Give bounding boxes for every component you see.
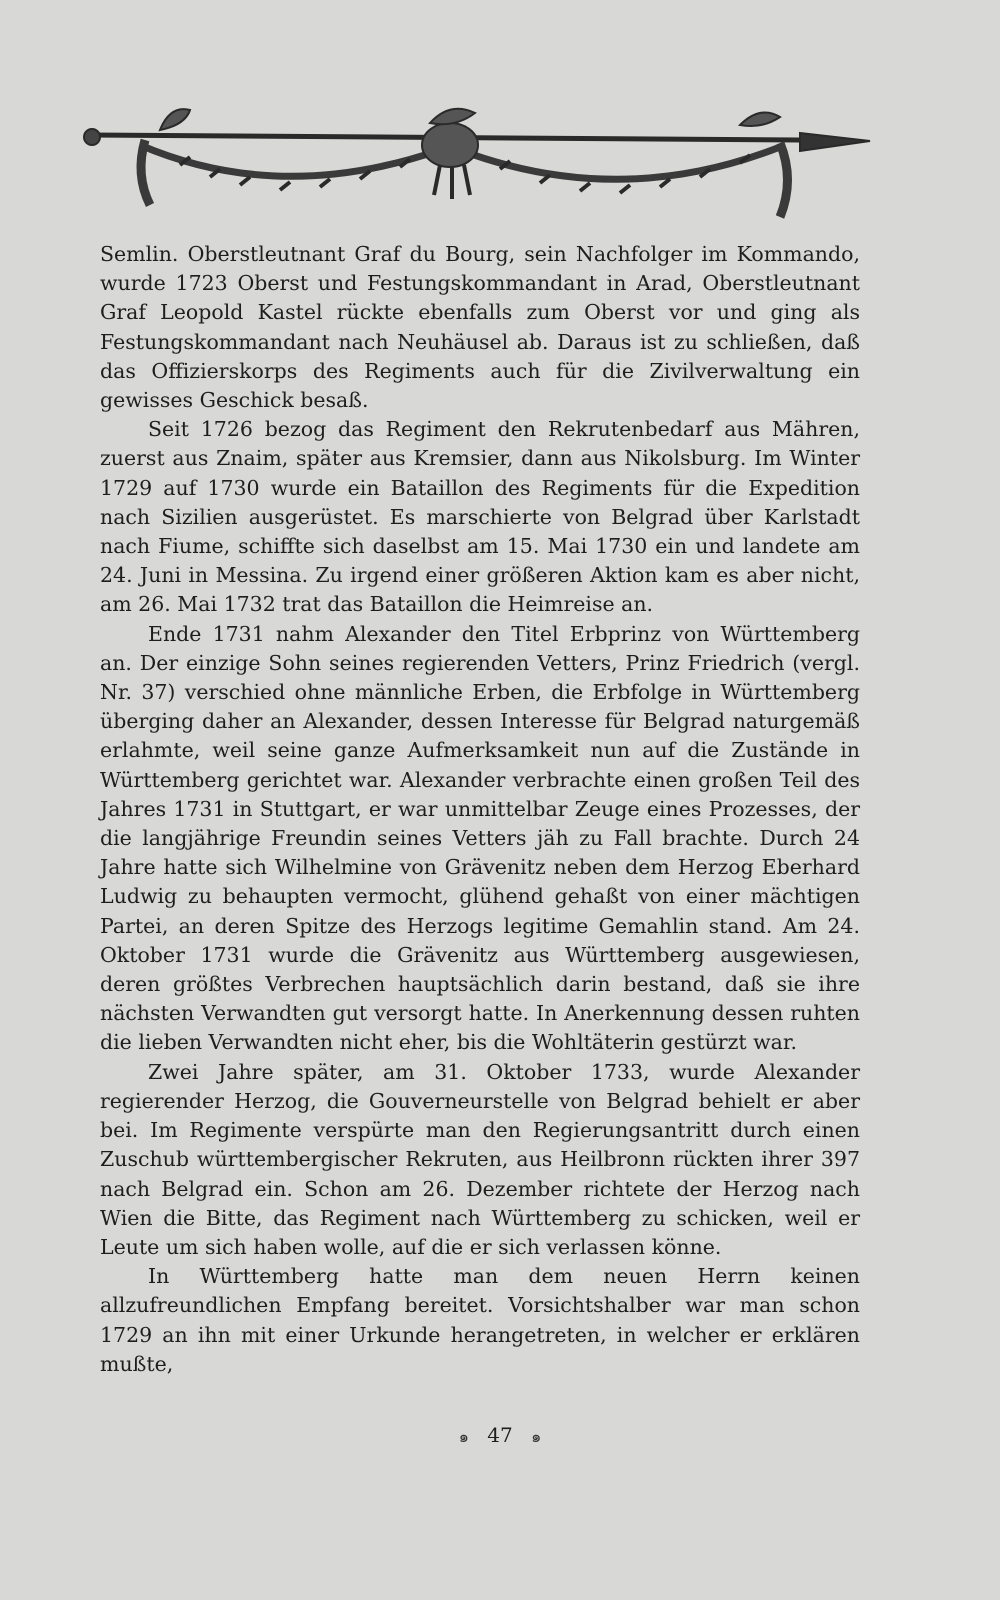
body-text bbox=[100, 240, 860, 1379]
paragraph-4: Zwei Jahre später, am 31. Oktober 1733, wurde Alexander regierender Herzog, die Gouverneurstelle von Belgrad behielt er aber bei. Im Regimente verspürte man den Regierungsantritt durch einen Zuschub württembergischer Rekruten, aus Heilbronn rückten ihrer 397 nach Belgrad ein. Schon am 26. Dezember richtete der Herzog nach Wien die Bitte, das Regiment nach Württemberg zu schicken, weil er Leute um sich haben wolle, auf die er sich verlassen könne. bbox=[100, 1059, 860, 1259]
paragraph-2: Seit 1726 bezog das Regiment den Rekrutenbedarf aus Mähren, zuerst aus Znaim, später aus Kremsier, dann aus Nikolsburg. Im Winter 1729 auf 1730 wurde ein Bataillon des Regiments für die Expedition nach Sizilien ausgerüstet. Es marschierte von Belgrad über Karlstadt nach Fiume, schiffte sich daselbst am 15. Mai 1730 ein und landete am 24. Juni in Messina. Zu irgend einer größeren Aktion kam es aber nicht, am 26. Mai 1732 trat das Bataillon die Heimreise an. bbox=[100, 417, 860, 617]
page-footer bbox=[0, 1423, 1000, 1450]
footer-ornament-right-icon: ๑ bbox=[531, 1427, 542, 1446]
page-number: 47 bbox=[487, 1423, 513, 1447]
garland-spear-icon bbox=[80, 95, 880, 225]
paragraph-5: In Württemberg hatte man dem neuen Herrn keinen allzufreundlichen Empfang bereitet. Vorsichtshalber war man schon 1729 an ihn mit einer Urkunde herangetreten, in welcher er erklären mußte, bbox=[100, 1264, 860, 1376]
footer-ornament-left-icon: ๑ bbox=[458, 1427, 469, 1446]
paragraph-1: Semlin. Oberstleutnant Graf du Bourg, sein Nachfolger im Kommando, wurde 1723 Oberst und Festungskommandant in Arad, Oberstleutnant Graf Leopold Kastel rückte ebenfalls zum Oberst vor und ging als Festungskommandant nach Neuhäusel ab. Daraus ist zu schließen, daß das Offizierskorps des Regiments auch für die Zivilverwaltung ein gewisses Geschick besaß. bbox=[100, 242, 860, 413]
paragraph-3: Ende 1731 nahm Alexander den Titel Erbprinz von Württemberg an. Der einzige Sohn seines regierenden Vetters, Prinz Friedrich (vergl. Nr. 37) verschied ohne männliche Erben, die Erbfolge in Württemberg überging daher an Alexander, dessen Interesse für Belgrad naturgemäß erlahmte, weil seine ganze Aufmerksamkeit nun auf die Zustände in Württemberg gerichtet war. Alexander verbrachte einen großen Teil des Jahres 1731 in Stuttgart, er war unmittelbar Zeuge eines Prozesses, der die langjährige Freundin seines Vetters jäh zu Fall brachte. Durch 24 Jahre hatte sich Wilhelmine von Grävenitz neben dem Herzog Eberhard Ludwig zu behaupten vermocht, glühend gehaßt von einer mächtigen Partei, an deren Spitze des Herzogs legitime Gemahlin stand. Am 24. Oktober 1731 wurde die Grävenitz aus Württemberg ausgewiesen, deren größtes Verbrechen hauptsächlich darin bestand, daß sie ihre nächsten Verwandten gut versorgt hatte. In Anerkennung dessen ruhten die lieben Verwandten nicht eher, bis die Wohltäterin gestürzt war. bbox=[100, 621, 860, 1055]
